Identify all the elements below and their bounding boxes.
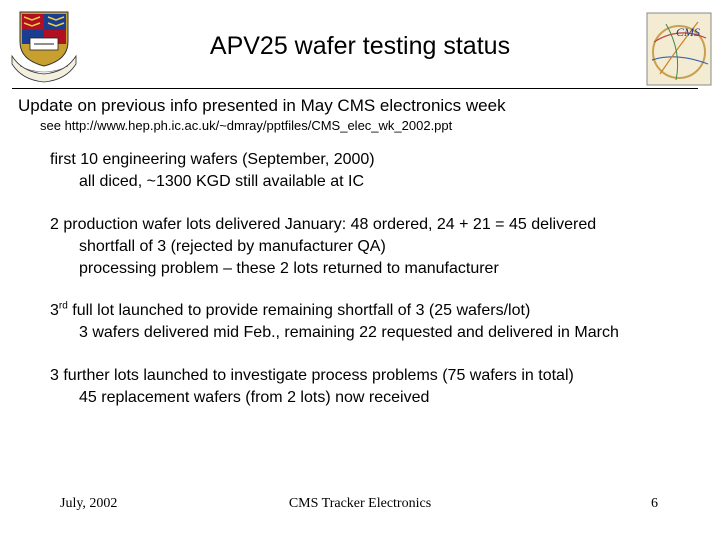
bullet-production-lots: 2 production wafer lots delivered January: 48 ordered, 24 + 21 = 45 delivered [50,216,597,233]
third-lot-number: 3 [50,302,59,319]
third-lot-text: full lot launched to provide remaining shortfall of 3 (25 wafers/lot) [67,302,531,319]
slide-title: APV25 wafer testing status [209,32,511,60]
reference-link-text: see http://www.hep.ph.ic.ac.uk/~dmray/pptfiles/CMS_elec_wk_2002.ppt [40,118,453,133]
sub-bullet-diced: all diced, ~1300 KGD still available at IC [79,173,365,190]
subheading: Update on previous info presented in May CMS electronics week [18,96,506,115]
footer-title: CMS Tracker Electronics [288,496,432,511]
svg-text:CMS: CMS [676,25,700,39]
sub-bullet-shortfall: shortfall of 3 (rejected by manufacturer QA) [79,238,386,255]
sub-bullet-processing-problem: processing problem – these 2 lots returned to manufacturer [79,260,499,277]
footer-page-number: 6 [651,496,658,511]
bullet-engineering-wafers: first 10 engineering wafers (September, 2000) [50,151,375,168]
title-divider [12,88,698,89]
footer-date: July, 2002 [60,496,118,511]
sub-bullet-replacement-wafers: 45 replacement wafers (from 2 lots) now received [79,389,430,406]
ordinal-suffix: rd [58,300,68,312]
bullet-third-lot [50,302,530,320]
sub-bullet-wafers-delivered: 3 wafers delivered mid Feb., remaining 22 requested and delivered in March [79,324,619,341]
bullet-further-lots: 3 further lots launched to investigate process problems (75 wafers in total) [50,367,574,384]
